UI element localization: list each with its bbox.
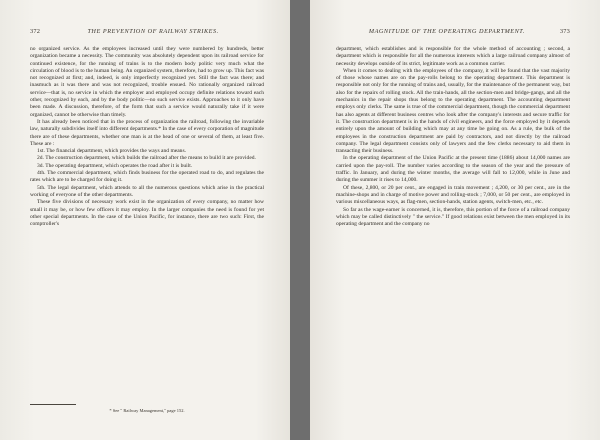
- folio-right: 373: [559, 28, 570, 35]
- paragraph: no organized service. As the employees increased until they were numbered by hundreds, better organization became a necessity. The community was absolutely dependent upon its railroad service for continued existence, for the running of trains is to the modern body politic very much what the circulation of blood is to the human being. An organized system, therefore, had to grow up. This fact was not recognized at first; and, indeed, is only imperfectly recognized yet. Still the fact was there; and inasmuch as it was there and was not recognized, trouble ensued. No rationally organized railroad service—that is, no service in which the employer and employed occupy definite relations toward each other, recognized by each, and by the body politic—no such service exists. Approaches to it only have been made. A discussion, therefore, of the form that such a service would naturally take if it were organized, cannot be otherwise than timely.: [30, 46, 264, 118]
- paragraph: When it comes to dealing with the employees of the company, it will be found that the vast majority of those whose names are on the pay-rolls belong to the operating department. This department is responsible not only for the running of trains and, usually, for the maintenance of the permanent way, but also for the repairs of rolling stock. All the train-hands, all the section-men and bridge-gangs, and all the mechanics in the repair shops thus belong to the operating department. The accounting department employs only clerks. The same is true of the commercial department, though the commercial department has also agents at different business centres who look after the company's interests and secure traffic for it. The construction department is in the hands of civil engineers, and the force employed by it depends entirely upon the amount of building which may at any time be going on. As a rule, the bulk of the employees in the construction department are paid by contractors, and not directly by the railroad company. The legal department consists only of lawyers and the few clerks necessary to aid them in transacting their business.: [336, 67, 570, 155]
- footnote-divider: [30, 404, 76, 405]
- paragraph: So far as the wage-earner is concerned, it is, therefore, this portion of the force of a railroad company which may be called distinctively " the service." If good relations exist between the men employed in its operating department and the company no: [336, 206, 570, 228]
- spread-gutter: [290, 0, 310, 440]
- running-head-left: [30, 28, 264, 35]
- footnote-area: [30, 399, 264, 414]
- paragraph: 5th. The legal department, which attends to all the numerous questions which arise in the practical working of everyone of the other departments.: [30, 184, 264, 198]
- footnote-text: * See " Railway Management," page 152.: [109, 408, 185, 413]
- folio-left: 372: [30, 28, 41, 35]
- paragraph: 4th. The commercial department, which finds business for the operated road to do, and regulates the rates which are to be charged for doing it.: [30, 170, 264, 184]
- body-text-left: [30, 46, 264, 414]
- paragraph: Of these, 2,800, or 20 per cent., are engaged in train movement ; 4,200, or 30 per cent., are in the machine-shops and in charge of motive power and rolling-stock ; 7,000, or 50 per cent., are employed in various miscellaneous ways, as flag-men, section-hands, station agents, switch-men, etc., etc.: [336, 184, 570, 206]
- page-right: [310, 0, 600, 440]
- paragraph: 3d. The operating department, which operates the road after it is built.: [37, 162, 193, 169]
- paragraph: 1st. The financial department, which provides the ways and means.: [37, 148, 187, 155]
- body-text-right: [336, 46, 570, 414]
- paragraph: department, which establishes and is responsible for the whole method of accounting ; second, a department which is responsible for all the numerous interests which a large railroad company almost of necessity develops outside of its strict, legitimate work as a common carrier.: [336, 46, 570, 67]
- page-left: [0, 0, 290, 440]
- running-head-title-right: MAGNITUDE OF THE OPERATING DEPARTMENT.: [368, 28, 525, 35]
- running-head-title-left: THE PREVENTION OF RAILWAY STRIKES.: [87, 28, 219, 35]
- paragraph: It has already been noticed that in the process of organization the railroad, following the invariable law, naturally subdivides itself into different departments.* In the case of every corporation of magnitude there are of these departments, whether one man is at the head of one or several of them, at least five. These are :: [30, 118, 264, 147]
- running-head-right: [336, 28, 570, 35]
- paragraph: 2d. The construction department, which builds the railroad after the means to build it are provided.: [37, 155, 256, 162]
- paragraph: These five divisions of necessary work exist in the organization of every company, no matter how small it may be, or how few officers it may employ. In the larger companies the need is found for yet other special departments. In the case of the Union Pacific, for instance, there are two such: First, the comptroller's: [30, 199, 264, 228]
- paragraph: In the operating department of the Union Pacific at the present time (1886) about 14,000 names are carried upon the pay-roll. The number varies according to the season of the year and the pressure of traffic. In January, and during the winter months, the average will fall to 12,000, while in June and during the summer it rises to 14,000.: [336, 155, 570, 184]
